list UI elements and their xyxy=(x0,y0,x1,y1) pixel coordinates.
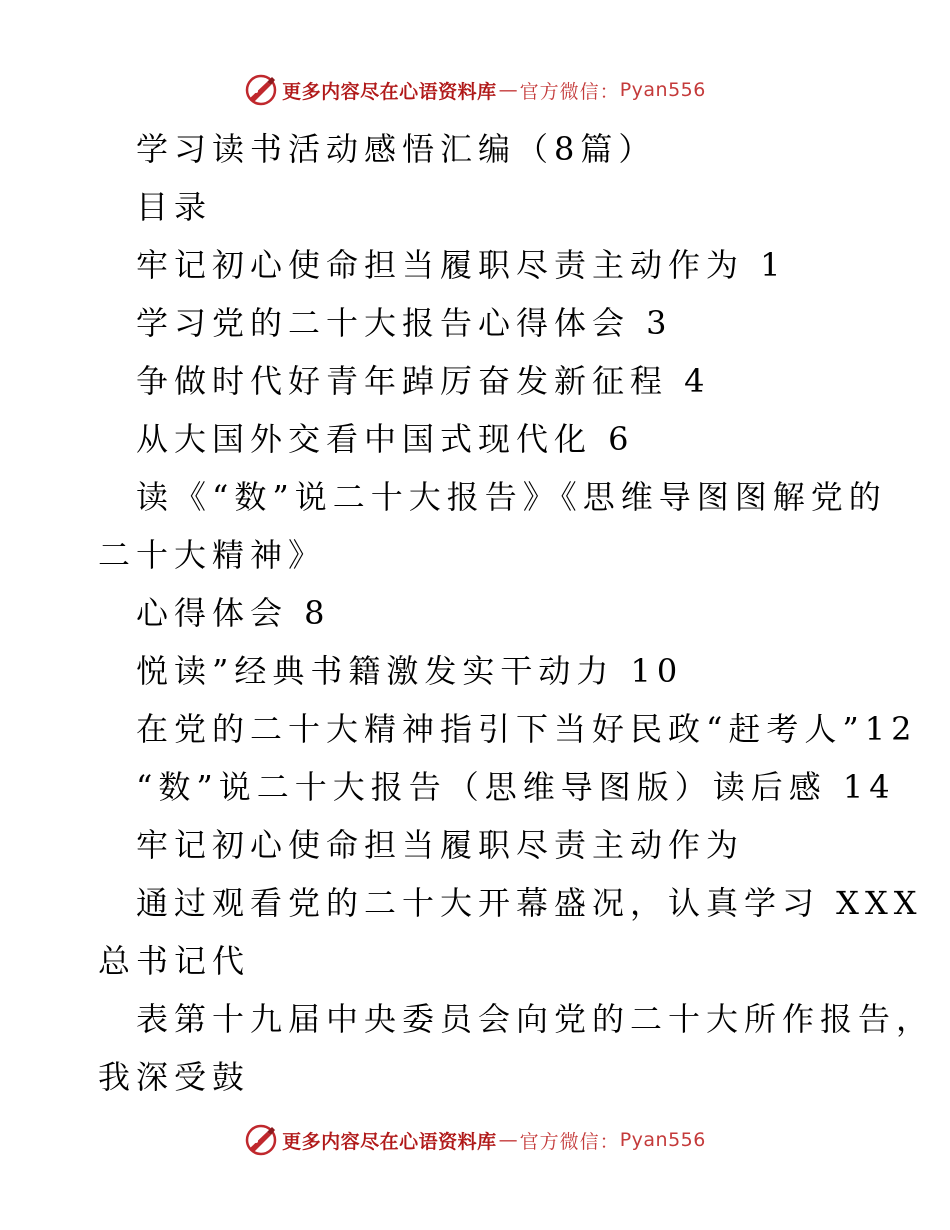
toc-entry: 悦读”经典书籍激发实干动力 10 xyxy=(136,652,684,690)
watermark-official-label: 官方微信： xyxy=(519,80,620,103)
toc-entry: 从大国外交看中国式现代化 6 xyxy=(136,420,635,458)
toc-entry: 读《“数”说二十大报告》《思维导图图解党的 xyxy=(136,478,887,516)
watermark-wechat-id: Pyan556 xyxy=(619,79,706,101)
pen-logo-icon xyxy=(244,1123,278,1157)
watermark-official-label: 官方微信： xyxy=(519,1130,620,1153)
watermark-dash: — xyxy=(498,79,518,101)
toc-entry: “数”说二十大报告（思维导图版）读后感 14 xyxy=(136,768,896,806)
body-paragraph-line: 表第十九届中央委员会向党的二十大所作报告， xyxy=(136,1000,935,1038)
toc-entry-continuation: 二十大精神》 xyxy=(98,536,327,574)
toc-entry: 牢记初心使命担当履职尽责主动作为 1 xyxy=(136,246,787,284)
body-paragraph-line: 总书记代 xyxy=(98,942,251,980)
body-paragraph-line: 通过观看党的二十大开幕盛况，认真学习 XXX xyxy=(136,884,923,922)
header-watermark xyxy=(0,70,950,110)
watermark-dash: — xyxy=(498,1129,518,1151)
toc-entry: 心得体会 8 xyxy=(136,594,331,632)
toc-entry: 在党的二十大精神指引下当好民政“赶考人”12 xyxy=(136,710,918,748)
watermark-text: 更多内容尽在心语资料库 xyxy=(282,1130,497,1153)
watermark-text: 更多内容尽在心语资料库 xyxy=(282,80,497,103)
toc-entry: 学习党的二十大报告心得体会 3 xyxy=(136,304,673,342)
footer-watermark xyxy=(0,1120,950,1160)
watermark-wechat-id: Pyan556 xyxy=(619,1129,706,1151)
toc-heading: 目录 xyxy=(136,188,213,226)
pen-logo-icon xyxy=(244,73,278,107)
toc-entry: 争做时代好青年踔厉奋发新征程 4 xyxy=(136,362,711,400)
document-title: 学习读书活动感悟汇编（8篇） xyxy=(136,130,657,168)
section-heading: 牢记初心使命担当履职尽责主动作为 xyxy=(136,826,745,864)
body-paragraph-line: 我深受鼓 xyxy=(98,1058,251,1096)
